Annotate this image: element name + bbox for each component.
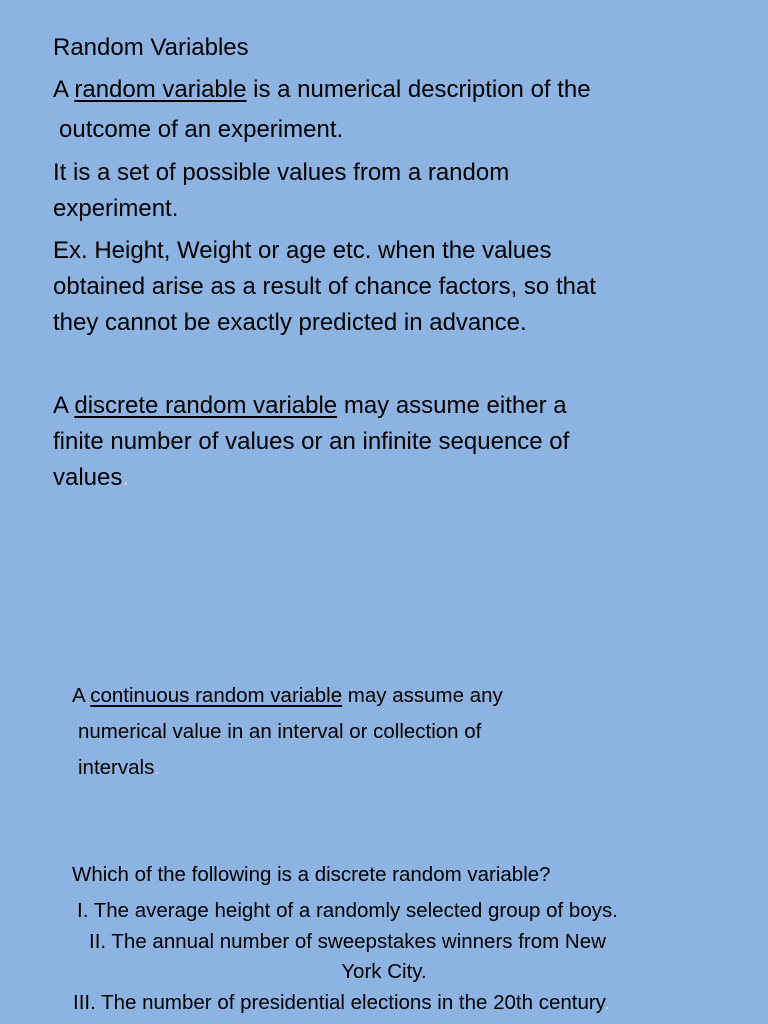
continuous-line-2: numerical value in an interval or collection of xyxy=(78,720,482,743)
definition-line-2: outcome of an experiment. xyxy=(59,116,344,143)
option-2-line-2: York City. xyxy=(341,960,427,983)
term-continuous-random-variable: continuous random variable xyxy=(90,684,343,707)
discrete-line-2: finite number of values or an infinite sequence of xyxy=(53,428,570,455)
term-random-variable: random variable xyxy=(74,76,247,103)
example-line-2: obtained arise as a result of chance factors, so that xyxy=(53,273,596,300)
discrete-line-1: A discrete random variable may assume either a xyxy=(53,392,567,419)
set-line-2: experiment. xyxy=(53,195,179,222)
option-1: I. The average height of a randomly selected group of boys. xyxy=(77,899,618,922)
question-text: Which of the following is a discrete random variable? xyxy=(72,863,551,886)
definition-line-1: A random variable is a numerical description of the xyxy=(53,76,591,103)
term-discrete-random-variable: discrete random variable xyxy=(74,392,338,419)
slide-title: Random Variables xyxy=(53,34,249,61)
continuous-line-1: A continuous random variable may assume any xyxy=(72,684,503,707)
set-line-1: It is a set of possible values from a random xyxy=(53,159,510,186)
continuous-line-3: intervals. xyxy=(78,756,161,779)
option-3: III. The number of presidential elections in the 20th century. xyxy=(73,991,611,1014)
discrete-line-3: values. xyxy=(53,464,130,491)
example-line-1: Ex. Height, Weight or age etc. when the values xyxy=(53,237,552,264)
example-line-3: they cannot be exactly predicted in advance. xyxy=(53,309,527,336)
option-2-line-1: II. The annual number of sweepstakes winners from New xyxy=(89,930,606,953)
